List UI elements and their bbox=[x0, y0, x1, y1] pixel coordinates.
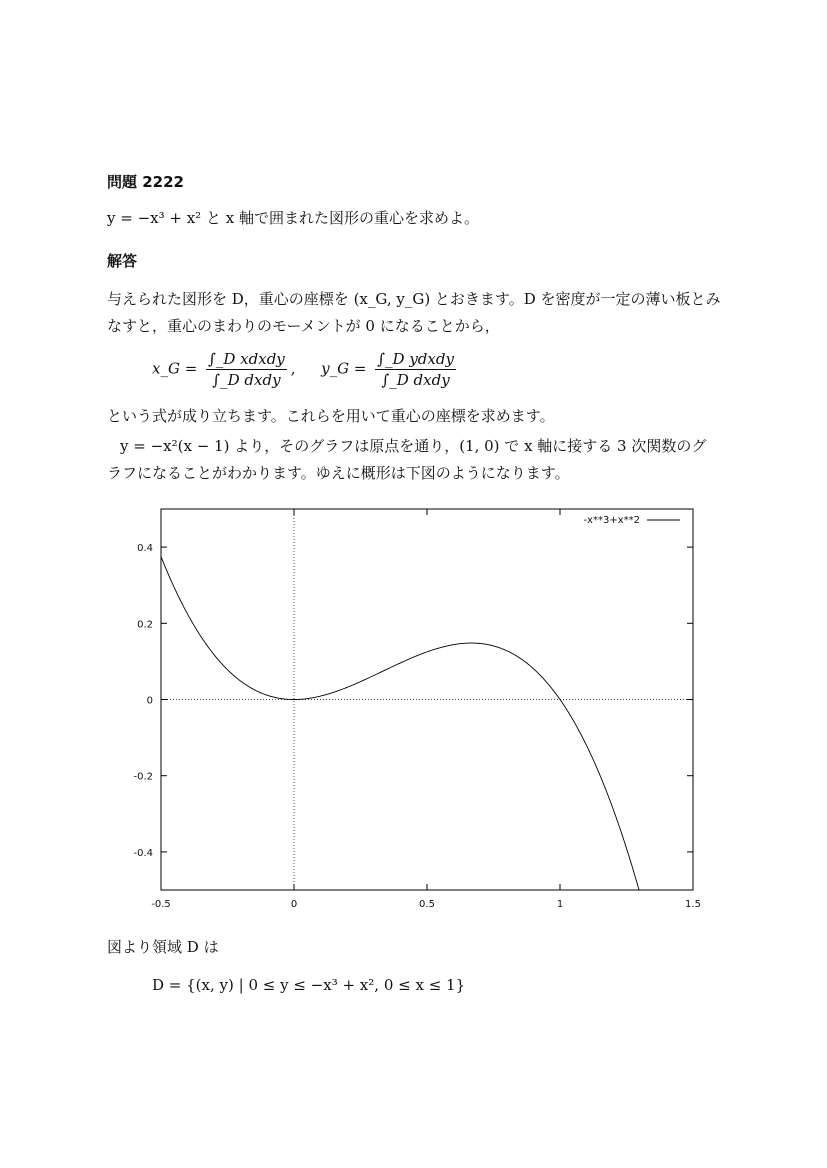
answer-paragraph-2: という式が成り立ちます。これらを用いて重心の座標を求めます。 bbox=[107, 407, 555, 425]
x-tick-label: 1 bbox=[556, 899, 564, 910]
answer-paragraph-1-line-2: なすと，重心のまわりのモーメントが 0 になることから， bbox=[107, 317, 500, 335]
x-tick-label: 1.5 bbox=[685, 899, 701, 910]
y-tick-label: -0.2 bbox=[133, 771, 153, 783]
answer-paragraph-3-line-2: ラフになることがわかります。ゆえに概形は下図のようになります。 bbox=[107, 464, 570, 482]
xg-numerator: ∫_D xdxdy bbox=[208, 350, 285, 368]
problem-heading: 問題 2222 bbox=[107, 173, 184, 191]
series-line bbox=[161, 557, 639, 890]
y-tick-label: 0.2 bbox=[137, 619, 153, 631]
y-tick-label: 0 bbox=[146, 695, 153, 707]
answer-paragraph-4: 図より領域 D は bbox=[107, 938, 219, 956]
y-tick-label: 0.4 bbox=[137, 543, 153, 555]
y-tick-label: -0.4 bbox=[133, 847, 153, 859]
xg-denominator: ∫_D dxdy bbox=[212, 371, 281, 389]
x-tick-label: 0 bbox=[290, 899, 298, 910]
yg-lhs: y_G = bbox=[321, 359, 367, 378]
problem-statement: y = −x³ + x² と x 軸で囲まれた図形の重心を求めよ。 bbox=[107, 209, 479, 227]
yg-numerator: ∫_D ydxdy bbox=[377, 350, 454, 368]
answer-heading: 解答 bbox=[107, 252, 138, 270]
x-tick-label: -0.5 bbox=[151, 899, 171, 910]
answer-paragraph-3-line-1: y = −x²(x − 1) より，そのグラフは原点を通り，(1, 0) で x 軸に接する 3 次関数のグ bbox=[120, 437, 707, 455]
xg-lhs: x_G = bbox=[152, 359, 198, 378]
answer-paragraph-1-line-1: 与えられた図形を D，重心の座標を (x_G, y_G) とおきます。D を密度が一定の薄い板とみ bbox=[107, 290, 721, 308]
x-tick-label: 0.5 bbox=[419, 899, 435, 910]
formula-separator: , bbox=[290, 359, 296, 378]
yg-denominator: ∫_D dxdy bbox=[381, 371, 450, 389]
legend-label: -x**3+x**2 bbox=[583, 515, 640, 526]
domain-formula: D = {(x, y) | 0 ≤ y ≤ −x³ + x², 0 ≤ x ≤ 1} bbox=[152, 976, 466, 994]
plot-frame bbox=[161, 509, 693, 890]
